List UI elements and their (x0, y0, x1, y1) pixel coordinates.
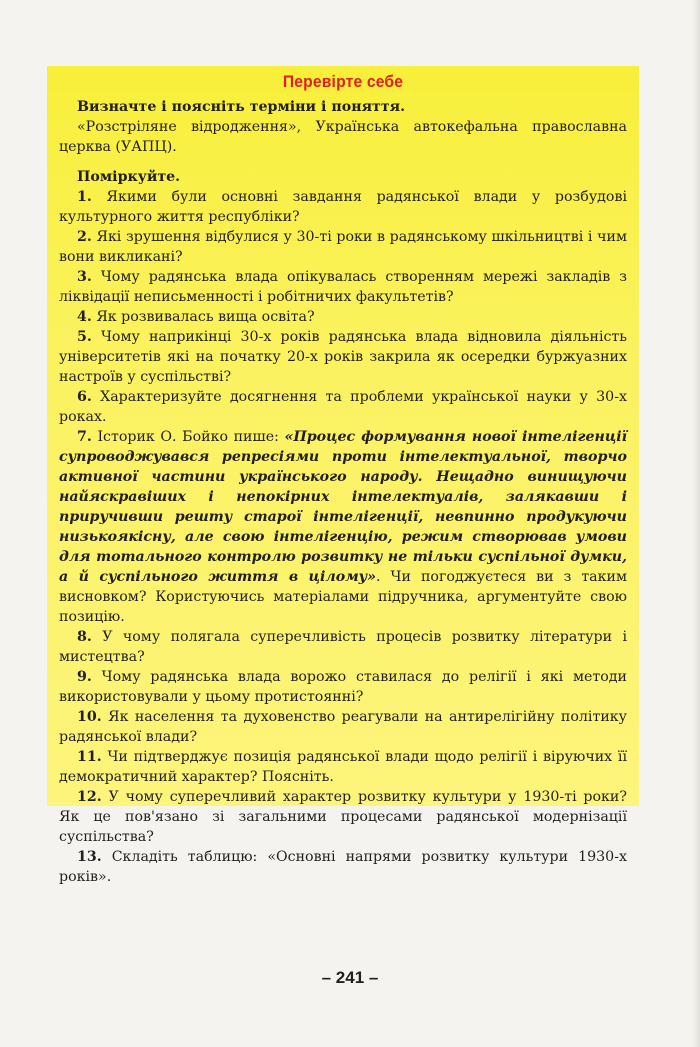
question-text: Складіть таблицю: «Основні напрями розвитку культури 1930-х років». (59, 849, 627, 885)
question-text: Чи підтверджує позиція радянської влади щодо релігії і віруючих її демократичний характер? Поясніть. (59, 749, 628, 785)
question-number: 12. (77, 789, 102, 805)
question-item (59, 187, 627, 227)
question-number: 3. (77, 269, 92, 285)
question-number: 11. (77, 749, 102, 765)
think-heading: Поміркуйте. (77, 169, 181, 185)
box-content (59, 97, 627, 887)
section-gap (59, 157, 627, 167)
question-item (59, 327, 627, 387)
box-title: Перевірте себе (282, 72, 404, 91)
page-number: – 241 – (321, 968, 379, 987)
question-item (59, 667, 627, 707)
page-edge (692, 0, 700, 1047)
question-number: 1. (77, 189, 92, 205)
question-text: Чому радянська влада ворожо ставилася до релігії і які методи використовували у цьому протистоянні? (59, 669, 627, 705)
question-text: Характеризуйте досягнення та проблеми української науки у 30-х роках. (59, 389, 627, 425)
question-item (59, 307, 627, 327)
question-text: Історик О. Бойко пише: (97, 429, 285, 445)
question-item (59, 227, 627, 267)
define-text: «Розстріляне відродження», Українська автокефальна православна церква (УАПЦ). (59, 119, 627, 155)
question-item (59, 747, 627, 787)
question-number: 4. (77, 309, 92, 325)
review-box (47, 66, 639, 885)
question-text: Якими були основні завдання радянської влади у розбудові культурного життя республіки? (59, 189, 627, 225)
question-item (59, 627, 627, 667)
question-item (59, 427, 627, 627)
question-text: У чому суперечливий характер розвитку культури у 1930-ті роки? Як це пов'язано зі загальними процесами радянської модернізації суспільства? (59, 789, 627, 845)
question-number: 8. (77, 629, 92, 645)
quote-text: «Процес формування нової інтелігенції супроводжувався репресіями проти інтелектуальної, творчо активної частини українського народу. Нещадно винищуючи найяскравіших і непокірних інтелектуалів, залякавши і приручивши решту старої інтелігенції, невпинно продукуючи низькоякісну, але свою інтелігенцію, режим створював умови для тотального контролю розвитку не тільки суспільної думки, а й суспільного життя в цілому» (59, 429, 628, 585)
question-text: Чому радянська влада опікувалась створенням мережі закладів з ліквідації неписьменності і робітничих факультетів? (59, 269, 628, 305)
question-item (59, 267, 627, 307)
question-item (59, 707, 627, 747)
question-text: У чому полягала суперечливість процесів розвитку літератури і мистецтва? (59, 629, 627, 665)
question-item (59, 387, 627, 427)
question-number: 2. (77, 229, 92, 245)
define-heading: Визначте і поясніть терміни і поняття. (77, 99, 406, 115)
question-number: 10. (77, 709, 102, 725)
question-text: Чому наприкінці 30-х років радянська влада відновила діяльність університетів які на початку 20-х років закрила як осередки буржуазних настроїв у суспільстві? (59, 329, 628, 385)
question-text: . Чи погоджуєтеся ви з таким висновком? Користуючись матеріалами підручника, аргументуйте свою позицію. (59, 569, 627, 625)
question-item (59, 847, 627, 887)
question-text: Як розвивалась вища освіта? (96, 309, 315, 325)
question-number: 6. (77, 389, 92, 405)
question-number: 9. (77, 669, 92, 685)
question-item (59, 787, 627, 847)
question-number: 13. (77, 849, 102, 865)
question-text: Як населення та духовенство реагували на антирелігійну політику радянської влади? (59, 709, 627, 745)
question-number: 5. (77, 329, 92, 345)
question-number: 7. (77, 429, 92, 445)
question-text: Які зрушення відбулися у 30-ті роки в радянському шкільництві і чим вони викликані? (59, 229, 627, 265)
